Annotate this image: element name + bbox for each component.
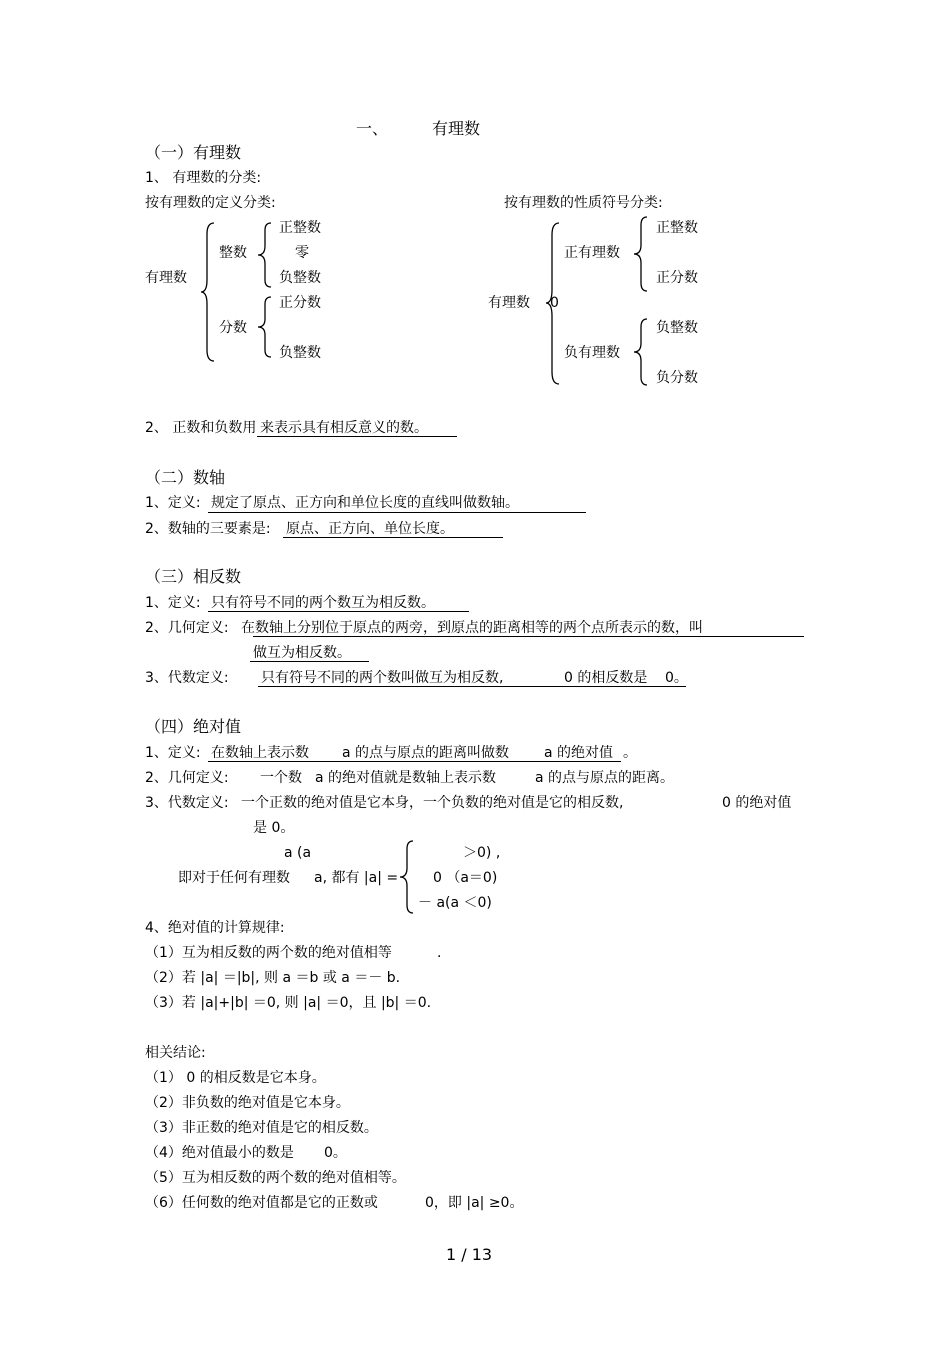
opposite-geo-text: 在数轴上分别位于原点的两旁，到原点的距离相等的两个点所表示的数，叫 [241,620,703,636]
conclusion-4-end: 0。 [324,1145,347,1161]
number-line-def-text: 规定了原点、正方向和单位长度的直线叫做数轴。 [211,495,519,511]
abs-rule-1-end: . [437,945,442,961]
left-tree-main-brace [200,222,216,362]
conclusion-2: （2）非负数的绝对值是它本身。 [145,1095,350,1111]
page-number: 1 / 13 [446,1245,493,1264]
abs-def-b: a 的点与原点的距离叫做数 [342,745,510,761]
left-tree-integer: 整数 [219,245,247,261]
opposite-alg-text: 只有符号不同的两个数叫做互为相反数, [261,670,504,686]
abs-alg-cont: 是 0。 [253,820,295,836]
left-tree-fraction-brace [257,296,273,358]
conclusion-4: （4）绝对值最小的数是 [145,1145,294,1161]
formula-brace [399,840,415,914]
underline [283,537,503,538]
right-tree-negative-brace [633,318,649,386]
left-tree-positive-integer: 正整数 [279,220,321,236]
conclusion-6-end: 0，即 |a| ≥0。 [425,1195,524,1211]
right-tree-positive-integer: 正整数 [656,220,698,236]
right-tree-positive-brace [633,216,649,292]
opposite-def-text: 只有符号不同的两个数互为相反数。 [211,595,435,611]
number-line-def-label: 1、定义: [145,495,201,511]
underline [253,636,804,637]
abs-geo-a: 一个数 [260,770,302,786]
right-tree-zero: 0 [550,295,559,311]
right-tree-negative-integer: 负整数 [656,320,698,336]
left-tree-positive-fraction: 正分数 [279,295,321,311]
left-tree-zero: 零 [295,245,309,261]
abs-alg-text: 一个正数的绝对值是它本身，一个负数的绝对值是它的相反数, [241,795,624,811]
abs-rules-heading: 4、绝对值的计算规律: [145,920,285,936]
underline [208,761,621,762]
underline [258,686,686,687]
formula-case2: 0 （a＝0) [433,870,498,886]
left-tree-root: 有理数 [145,270,187,286]
abs-rule-2: （2）若 |a| ＝|b|, 则 a ＝b 或 a ＝－ b. [145,970,401,986]
left-tree-negative-integer: 负整数 [279,270,321,286]
abs-def-label: 1、定义: [145,745,201,761]
opposite-geo-label: 2、几何定义: [145,620,229,636]
conclusion-3: （3）非正数的绝对值是它的相反数。 [145,1120,378,1136]
abs-def-a: 在数轴上表示数 [211,745,309,761]
item-opposite-meaning-label: 2、 正数和负数用 [145,420,257,436]
underline [208,611,469,612]
underline [250,661,369,662]
conclusions-heading: 相关结论: [145,1045,206,1061]
underline [257,436,457,437]
abs-alg-label: 3、代数定义: [145,795,229,811]
abs-rule-3: （3）若 |a|+|b| ＝0, 则 |a| ＝0，且 |b| ＝0. [145,995,432,1011]
number-line-elements-label: 2、数轴的三要素是: [145,521,271,537]
opposite-alg-label: 3、代数定义: [145,670,229,686]
number-line-elements-text: 原点、正方向、单位长度。 [286,521,454,537]
conclusion-6: （6）任何数的绝对值都是它的正数或 [145,1195,378,1211]
formula-case1-b: ＞0) , [463,845,501,861]
right-tree-positive-fraction: 正分数 [656,270,698,286]
section-heading-rational: （一）有理数 [145,143,242,162]
formula-lead-a: 即对于任何有理数 [178,870,290,886]
section-heading-number-line: （二）数轴 [145,468,226,487]
conclusion-1: （1） 0 的相反数是它本身。 [145,1070,326,1086]
formula-lead-b: a, 都有 |a| = [314,870,399,886]
right-tree-negative-fraction: 负分数 [656,370,698,386]
underline [208,512,586,513]
abs-def-end: 。 [623,745,637,761]
abs-rule-1: （1）互为相反数的两个数的绝对值相等 [145,945,392,961]
title-number: 一、 [356,119,389,138]
abs-geo-b: a 的绝对值就是数轴上表示数 [315,770,497,786]
left-caption: 按有理数的定义分类: [145,195,276,211]
right-caption: 按有理数的性质符号分类: [504,195,663,211]
left-tree-negative-fraction: 负整数 [279,345,321,361]
section-heading-absolute: （四）绝对值 [145,717,242,736]
conclusion-5: （5）互为相反数的两个数的绝对值相等。 [145,1170,406,1186]
opposite-geo-cont: 做互为相反数。 [253,645,351,661]
left-tree-integer-brace [257,222,273,288]
abs-geo-label: 2、几何定义: [145,770,229,786]
item-classification: 1、 有理数的分类: [145,170,262,186]
opposite-def-label: 1、定义: [145,595,201,611]
item-opposite-meaning-text: 来表示具有相反意义的数。 [260,420,428,436]
formula-case3: － a(a ＜0) [418,895,492,911]
right-tree-negative: 负有理数 [564,345,620,361]
right-tree-root: 有理数 [488,295,530,311]
abs-alg-zero: 0 的绝对值 [722,795,792,811]
opposite-alg-zero: 0 的相反数是 [564,670,648,686]
right-tree-positive: 正有理数 [564,245,620,261]
abs-geo-c: a 的点与原点的距离。 [535,770,675,786]
opposite-alg-end: 0。 [665,670,688,686]
page-title: 有理数 [432,119,481,138]
left-tree-fraction: 分数 [219,320,247,336]
formula-case1-a: a (a [284,845,312,861]
abs-def-c: a 的绝对值 [544,745,614,761]
section-heading-opposite: （三）相反数 [145,567,242,586]
